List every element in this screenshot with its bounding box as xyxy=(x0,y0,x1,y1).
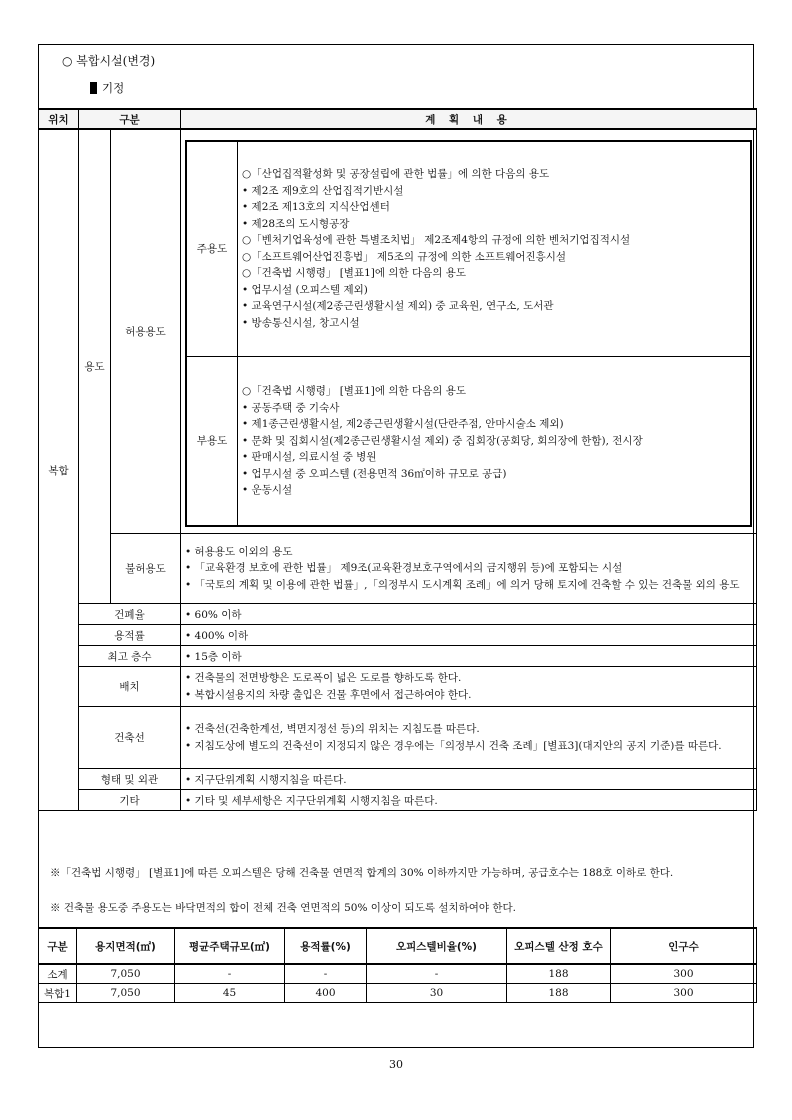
stats-cell: 7,050 xyxy=(77,964,175,984)
stats-cell: 7,050 xyxy=(77,984,175,1003)
sub-use-item: • 공동주택 중 기숙사 xyxy=(242,401,340,414)
stats-cell: 300 xyxy=(611,984,757,1003)
building-line-item: • 건축선(건축한계선, 벽면지정선 등)의 위치는 지침도를 따른다. xyxy=(185,721,752,738)
section-subtitle xyxy=(90,80,124,96)
subtitle-text: 기정 xyxy=(102,81,125,95)
stats-header: 오피스텔비율(%) xyxy=(367,928,507,964)
main-use-item: • 제2조 제9호의 산업집적기반시설 xyxy=(242,184,404,197)
note-officetel: ※「건축법 시행령」 [별표1]에 따른 오피스텔은 당해 건축물 연면적 합계의 30% 이하까지만 가능하며, 공급호수는 188호 이하로 한다. xyxy=(50,867,674,879)
form-label: 형태 및 외관 xyxy=(79,769,181,790)
stats-cell: - xyxy=(175,964,285,984)
plan-table xyxy=(38,108,757,811)
square-bullet-icon xyxy=(90,82,97,94)
prohibited-item: • 「국토의 계획 및 이용에 관한 법률」,「의정부시 도시계획 조례」에 의거 당해 토지에 건축할 수 있는 건축물 외의 용도 xyxy=(185,577,752,594)
layout-item: • 복합시설용지의 차량 출입은 건물 후면에서 접근하여야 한다. xyxy=(185,687,752,704)
main-use-item: ○「산업집적활성화 및 공장설립에 관한 법률」에 의한 다음의 용도 xyxy=(242,168,550,181)
note-main-use: ※ 건축물 용도중 주용도는 바닥면적의 합이 전체 건축 연면적의 50% 이상이 되도록 설치하여야 한다. xyxy=(50,902,516,914)
main-use-item: ○「소프트웨어산업진흥법」 제5조의 규정에 의한 소프트웨어진흥시설 xyxy=(242,250,567,263)
stats-cell: 소계 xyxy=(39,964,77,984)
coverage-value: • 60% 이하 xyxy=(181,604,757,625)
max-floors-label: 최고 층수 xyxy=(79,646,181,667)
prohibited-use-label: 불허용도 xyxy=(111,534,181,604)
prohibited-use-content xyxy=(181,534,757,604)
main-use-label: 주용도 xyxy=(186,141,238,356)
sub-use-item: • 업무시설 중 오피스텔 (전용면적 36㎡이하 규모로 공급) xyxy=(242,467,507,480)
stats-row xyxy=(39,964,757,984)
prohibited-item: • 허용용도 이외의 용도 xyxy=(185,544,752,561)
stats-cell: 30 xyxy=(367,984,507,1003)
location-cell: 복합 xyxy=(39,129,79,811)
stats-header: 용적률(%) xyxy=(285,928,367,964)
max-floors-value: • 15층 이하 xyxy=(181,646,757,667)
sub-use-item: • 문화 및 집회시설(제2종근린생활시설 제외) 중 집회장(공회당, 회의장에 한함), 전시장 xyxy=(242,434,643,447)
stats-cell: - xyxy=(367,964,507,984)
stats-cell: 188 xyxy=(507,984,611,1003)
stats-header: 인구수 xyxy=(611,928,757,964)
permitted-use-content xyxy=(181,129,757,534)
building-line-label: 건축선 xyxy=(79,707,181,769)
header-category: 구분 xyxy=(79,109,181,129)
far-value: • 400% 이하 xyxy=(181,625,757,646)
main-use-item: • 업무시설 (오피스텔 제외) xyxy=(242,283,368,296)
sub-use-label: 부용도 xyxy=(186,356,238,526)
main-use-item: ○「벤처기업육성에 관한 특별조치법」 제2조제4항의 규정에 의한 벤처기업집적시설 xyxy=(242,234,631,247)
etc-label: 기타 xyxy=(79,790,181,811)
sub-use-item: • 판매시설, 의료시설 중 병원 xyxy=(242,451,377,463)
stats-cell: - xyxy=(285,964,367,984)
stats-cell: 188 xyxy=(507,964,611,984)
stats-cell: 복합1 xyxy=(39,984,77,1003)
layout-content xyxy=(181,667,757,707)
layout-label: 배치 xyxy=(79,667,181,707)
main-use-content xyxy=(238,141,752,356)
stats-cell: 300 xyxy=(611,964,757,984)
sub-use-item: ○「건축법 시행령」 [별표1]에 의한 다음의 용도 xyxy=(242,385,467,397)
permitted-use-label: 허용용도 xyxy=(111,129,181,534)
stats-header: 평균주택규모(㎡) xyxy=(175,928,285,964)
form-value: • 지구단위계획 시행지침을 따른다. xyxy=(181,769,757,790)
prohibited-item: • 「교육환경 보호에 관한 법률」 제9조(교육환경보호구역에서의 금지행위 등)에 포함되는 시설 xyxy=(185,560,752,577)
main-use-item: • 제2조 제13호의 지식산업센터 xyxy=(242,201,390,214)
etc-value: • 기타 및 세부세항은 지구단위계획 시행지침을 따른다. xyxy=(181,790,757,811)
layout-item: • 건축물의 전면방향은 도로폭이 넓은 도로를 향하도록 한다. xyxy=(185,670,752,687)
stats-row xyxy=(39,984,757,1003)
permitted-use-subtable xyxy=(185,140,752,527)
main-use-item: • 제28조의 도시형공장 xyxy=(242,217,350,230)
stats-cell: 45 xyxy=(175,984,285,1003)
sub-use-content xyxy=(238,356,752,526)
stats-header: 오피스텔 산정 호수 xyxy=(507,928,611,964)
far-label: 용적률 xyxy=(79,625,181,646)
coverage-label: 건폐율 xyxy=(79,604,181,625)
building-line-content xyxy=(181,707,757,769)
main-use-item: ○「건축법 시행령」 [별표1]에 의한 다음의 용도 xyxy=(242,267,467,280)
use-label: 용도 xyxy=(79,129,111,604)
building-line-item: • 지침도상에 별도의 건축선이 지정되지 않은 경우에는「의정부시 건축 조례」[별표3](대지안의 공지 기준)를 따른다. xyxy=(185,738,752,755)
page-number: 30 xyxy=(389,1058,403,1071)
header-content: 계 획 내 용 xyxy=(181,109,757,129)
stats-table xyxy=(38,927,757,1003)
stats-header: 구분 xyxy=(39,928,77,964)
sub-use-item: • 운동시설 xyxy=(242,484,293,496)
sub-use-item: • 제1종근린생활시설, 제2종근린생활시설(단란주점, 안마시술소 제외) xyxy=(242,418,564,430)
header-location: 위치 xyxy=(39,109,79,129)
section-title: ○ 복합시설(변경) xyxy=(62,54,156,68)
stats-header: 용지면적(㎡) xyxy=(77,928,175,964)
main-use-item: • 교육연구시설(제2종근린생활시설 제외) 중 교육원, 연구소, 도서관 xyxy=(242,300,554,313)
stats-cell: 400 xyxy=(285,984,367,1003)
main-use-item: • 방송통신시설, 창고시설 xyxy=(242,316,360,329)
